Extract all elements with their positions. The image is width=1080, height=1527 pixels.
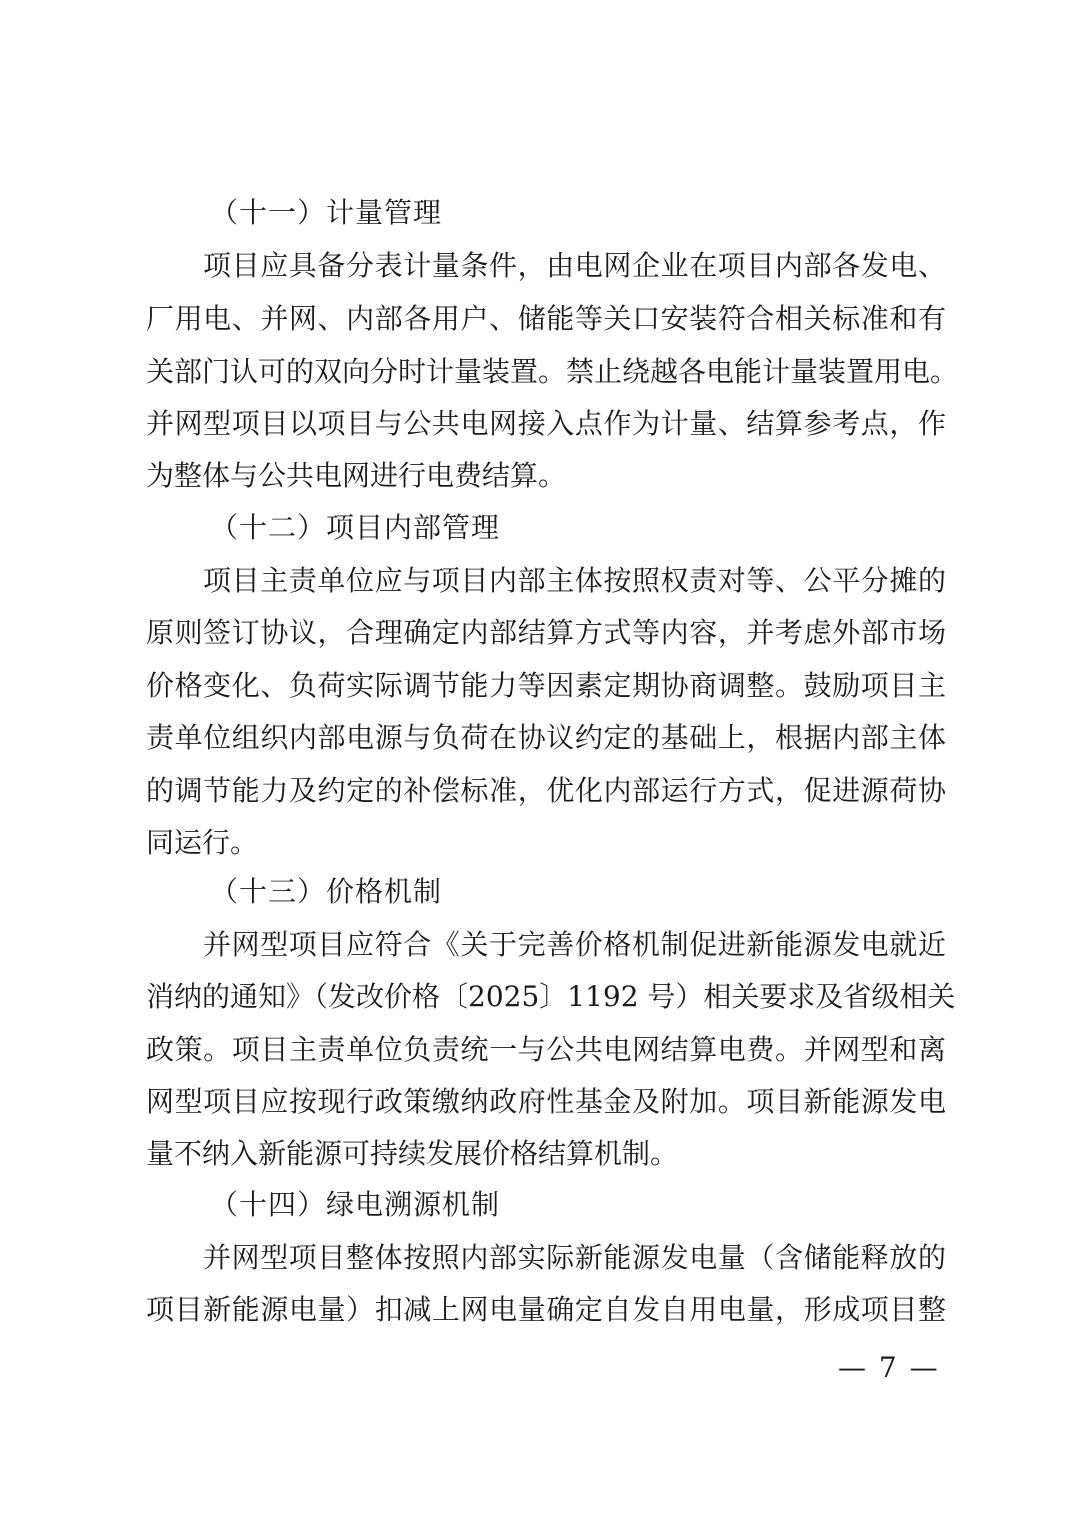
page-number: — 7 — [838,1351,940,1384]
section-13-line-5: 量不纳入新能源可持续发展价格结算机制。 [146,1137,679,1170]
section-14-line-2: 项目新能源电量）扣减上网电量确定自发自用电量，形成项目整 [146,1293,946,1326]
section-12-line-1: 项目主责单位应与项目内部主体按照权责对等、公平分摊的 [203,564,946,597]
section-13-line-3: 政策。项目主责单位负责统一与公共电网结算电费。并网型和离 [146,1033,946,1066]
section-14-heading: （十四）绿电溯源机制 [210,1188,501,1221]
section-13-heading: （十三）价格机制 [210,875,443,908]
section-13-line-1: 并网型项目应符合《关于完善价格机制促进新能源发电就近 [203,928,946,961]
section-11-line-1: 项目应具备分表计量条件，由电网企业在项目内部各发电、 [203,249,946,282]
section-11-line-5: 为整体与公共电网进行电费结算。 [146,459,567,492]
section-12-line-4: 责单位组织内部电源与负荷在协议约定的基础上，根据内部主体 [146,721,946,754]
section-14-line-1: 并网型项目整体按照内部实际新能源发电量（含储能释放的 [203,1241,946,1274]
section-11-line-3: 关部门认可的双向分时计量装置。禁止绕越各电能计量装置用电。 [146,355,959,388]
section-12-line-3: 价格变化、负荷实际调节能力等因素定期协商调整。鼓励项目主 [146,669,946,702]
section-13-line-4: 网型项目应按现行政策缴纳政府性基金及附加。项目新能源发电 [146,1085,946,1118]
section-12-line-6: 同运行。 [146,826,259,859]
section-11-line-4: 并网型项目以项目与公共电网接入点作为计量、结算参考点，作 [146,407,946,440]
section-11-line-2: 厂用电、并网、内部各用户、储能等关口安装符合相关标准和有 [146,302,946,335]
section-12-line-5: 的调节能力及约定的补偿标准，优化内部运行方式，促进源荷协 [146,774,946,807]
section-13-line-2: 消纳的通知》（发改价格〔2025〕1192 号）相关要求及省级相关 [146,980,956,1013]
section-12-heading: （十二）项目内部管理 [210,511,501,544]
section-12-line-2: 原则签订协议，合理确定内部结算方式等内容，并考虑外部市场 [146,616,946,649]
section-11-heading: （十一）计量管理 [210,196,443,229]
